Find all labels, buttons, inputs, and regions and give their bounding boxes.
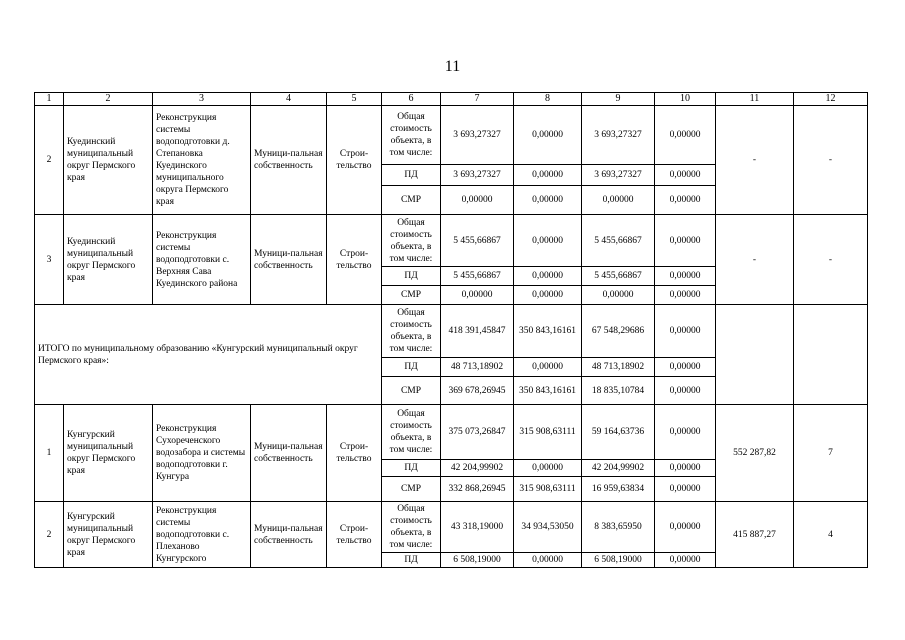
work-type-cell: Строи-тельство [327,106,382,215]
cost-label: Общая стоимость объекта, в том числе: [382,106,441,165]
value-cell: 6 508,19000 [441,553,514,568]
value-cell: - [716,106,794,215]
smr-label: СМР [382,477,441,502]
cost-label: Общая стоимость объекта, в том числе: [382,502,441,553]
value-cell: 42 204,99902 [441,460,514,477]
value-cell: 42 204,99902 [582,460,655,477]
municipality-cell: Куединский муниципальный округ Пермского края [64,106,153,215]
value-cell: 5 455,66867 [582,267,655,286]
pd-label: ПД [382,553,441,568]
column-header: 6 [382,93,441,106]
value-cell: 0,00000 [655,502,716,553]
value-cell: - [794,106,868,215]
value-cell: 0,00000 [514,106,582,165]
value-cell: 0,00000 [655,165,716,186]
value-cell: 0,00000 [655,186,716,215]
value-cell: 0,00000 [655,215,716,267]
empty-cell [716,305,794,405]
value-cell: 0,00000 [514,286,582,305]
value-cell: 350 843,16161 [514,377,582,405]
ownership-cell: Муници-пальная собственность [251,106,327,215]
value-cell: 0,00000 [655,405,716,460]
value-cell: 3 693,27327 [582,106,655,165]
municipality-cell: Кунгурский муниципальный округ Пермского края [64,405,153,502]
table-row [35,106,868,165]
value-cell: 7 [794,405,868,502]
value-cell: 0,00000 [514,215,582,267]
value-cell: 0,00000 [655,460,716,477]
cost-label: Общая стоимость объекта, в том числе: [382,305,441,358]
column-header: 4 [251,93,327,106]
column-header: 5 [327,93,382,106]
value-cell: 0,00000 [655,106,716,165]
value-cell: 552 287,82 [716,405,794,502]
value-cell: 350 843,16161 [514,305,582,358]
value-cell: 332 868,26945 [441,477,514,502]
row-number: 2 [35,106,64,215]
column-header: 11 [716,93,794,106]
value-cell: 67 548,29686 [582,305,655,358]
smr-label: СМР [382,286,441,305]
value-cell: 0,00000 [655,377,716,405]
value-cell: 418 391,45847 [441,305,514,358]
smr-label: СМР [382,186,441,215]
value-cell: 375 073,26847 [441,405,514,460]
value-cell: 43 318,19000 [441,502,514,553]
value-cell: 315 908,63111 [514,405,582,460]
value-cell: 6 508,19000 [582,553,655,568]
value-cell: 315 908,63111 [514,477,582,502]
work-type-cell: Строи-тельство [327,405,382,502]
column-header: 7 [441,93,514,106]
value-cell: - [716,215,794,305]
column-header: 10 [655,93,716,106]
pd-label: ПД [382,165,441,186]
value-cell: 5 455,66867 [582,215,655,267]
object-cell: Реконструкция системы водоподготовки с. Верхняя Сава Куединского района [153,215,251,305]
column-header: 3 [153,93,251,106]
value-cell: 8 383,65950 [582,502,655,553]
value-cell: 0,00000 [441,186,514,215]
row-number: 2 [35,502,64,568]
value-cell: 0,00000 [514,186,582,215]
total-label: ИТОГО по муниципальному образованию «Кунгурский муниципальный округ Пермского края»: [35,305,382,405]
value-cell: 34 934,53050 [514,502,582,553]
value-cell: 0,00000 [514,358,582,377]
table-row [35,405,868,460]
value-cell: 369 678,26945 [441,377,514,405]
object-cell: Реконструкция системы водоподготовки с. Плеханово Кунгурского [153,502,251,568]
row-number: 1 [35,405,64,502]
value-cell: 0,00000 [582,286,655,305]
value-cell: 0,00000 [514,553,582,568]
value-cell: 0,00000 [441,286,514,305]
objects-table [34,92,868,568]
table-row [35,215,868,267]
work-type-cell: Строи-тельство [327,502,382,568]
value-cell: 0,00000 [514,165,582,186]
total-row [35,305,868,358]
value-cell: 48 713,18902 [582,358,655,377]
cost-label: Общая стоимость объекта, в том числе: [382,405,441,460]
ownership-cell: Муници-пальная собственность [251,502,327,568]
value-cell: 4 [794,502,868,568]
value-cell: - [794,215,868,305]
value-cell: 415 887,27 [716,502,794,568]
pd-label: ПД [382,460,441,477]
value-cell: 0,00000 [655,553,716,568]
cost-label: Общая стоимость объекта, в том числе: [382,215,441,267]
value-cell: 0,00000 [655,286,716,305]
value-cell: 0,00000 [514,267,582,286]
value-cell: 48 713,18902 [441,358,514,377]
page-number: 11 [444,58,461,75]
column-header: 9 [582,93,655,106]
column-header: 2 [64,93,153,106]
object-cell: Реконструкция Сухореченского водозабора и системы водоподготовки г. Кунгура [153,405,251,502]
municipality-cell: Куединский муниципальный округ Пермского края [64,215,153,305]
table-row [35,502,868,553]
empty-cell [794,305,868,405]
municipality-cell: Кунгурский муниципальный округ Пермского края [64,502,153,568]
work-type-cell: Строи-тельство [327,215,382,305]
column-header: 12 [794,93,868,106]
value-cell: 5 455,66867 [441,267,514,286]
value-cell: 3 693,27327 [441,165,514,186]
value-cell: 0,00000 [655,267,716,286]
column-header: 8 [514,93,582,106]
column-header: 1 [35,93,64,106]
value-cell: 3 693,27327 [441,106,514,165]
column-number-row [35,93,868,106]
value-cell: 16 959,63834 [582,477,655,502]
smr-label: СМР [382,377,441,405]
value-cell: 0,00000 [514,460,582,477]
ownership-cell: Муници-пальная собственность [251,405,327,502]
value-cell: 0,00000 [582,186,655,215]
value-cell: 0,00000 [655,358,716,377]
value-cell: 18 835,10784 [582,377,655,405]
ownership-cell: Муници-пальная собственность [251,215,327,305]
value-cell: 0,00000 [655,305,716,358]
value-cell: 0,00000 [655,477,716,502]
value-cell: 3 693,27327 [582,165,655,186]
pd-label: ПД [382,358,441,377]
value-cell: 5 455,66867 [441,215,514,267]
row-number: 3 [35,215,64,305]
value-cell: 59 164,63736 [582,405,655,460]
pd-label: ПД [382,267,441,286]
object-cell: Реконструкция системы водоподготовки д. Степановка Куединского муниципального округа Пермского края [153,106,251,215]
